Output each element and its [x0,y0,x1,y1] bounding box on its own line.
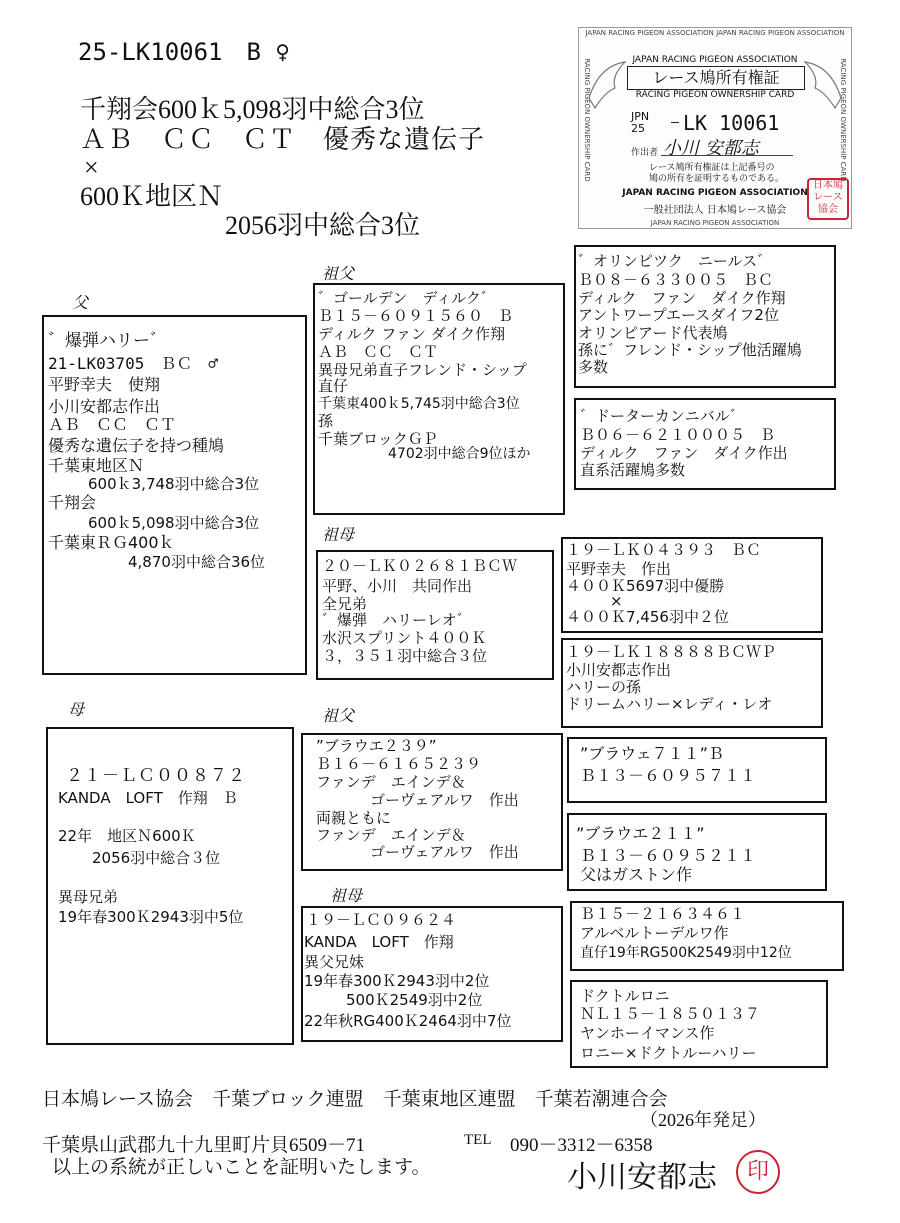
father-line: 4,870羽中総合36位 [128,553,266,571]
ffm-name: ゛ドーターカンニバル゛ [580,407,745,425]
father-line: 千葉東ＲＧ400ｋ [48,533,175,552]
father-line: 千葉東地区Ｎ [48,456,145,475]
mfm-line: 父はガストン作 [580,865,693,884]
mmm-line: ロニー×ドクトルーハリー [580,1044,757,1062]
ff-line: ＡＢ ＣＣ ＣＴ [318,343,439,361]
label-grandfather: 祖父 [322,264,355,283]
footer-certify: 以上の系統が正しいことを証明いたします。 [52,1157,431,1178]
pigeon-icon [801,58,845,118]
footer-organizations: 日本鳩レース協会 千葉ブロック連盟 千葉東地区連盟 千葉若潮連合会 [42,1089,668,1110]
fmf-line: 平野幸夫 作出 [566,560,672,578]
mff-ring: Ｂ１３－６０９５７１１ [580,766,757,785]
fff-line: オリンピアード代表鳩 [578,324,728,342]
label-grandmother: 祖母 [330,886,363,905]
fm-line: 水沢スプリント４００Ｋ [322,629,487,647]
mm-line: 22年秋RG400Ｋ2464羽中7位 [304,1012,512,1030]
footer-address: 千葉県山武郡九十九里町片貝6509－71 [42,1135,366,1156]
fff-line: アントワープエースダイフ2位 [578,306,779,324]
mother-line: KANDA LOFT 作翔 Ｂ [58,789,238,807]
mother-line: 22年 地区Ｎ600Ｋ [58,827,196,845]
mmm-name: ドクトルロニ [580,987,670,1005]
subject-line: ＡＢ ＣＣ ＣＴ 優秀な遺伝子 [80,125,486,154]
label-grandmother: 祖母 [322,525,355,544]
mf-line: ゴーヴェアルワ 作出 [370,791,519,809]
pigeon-icon [585,58,629,118]
mother-line: 19年春300Ｋ2943羽中5位 [58,908,244,926]
footer-tel: 090－3312－6358 [510,1135,653,1156]
fm-name: ゛爆弾 ハリーレオ゛ [322,611,472,629]
mfm-name: ”ブラウエ２１１” [576,824,705,843]
mm-line: 500Ｋ2549羽中2位 [346,991,483,1009]
fff-name: ゛オリンピツク ニールス゛ [578,252,773,270]
father-name: ゛爆弾ハリー゛ [48,331,167,351]
father-line: ＡＢ ＣＣ ＣＴ [48,415,177,434]
mmf-ring: Ｂ１５－２１６３４６１ [580,905,746,923]
mmf-line: 直仔19年RG500K2549羽中12位 [580,945,792,961]
fmm-line: 小川安都志作出 [566,661,672,679]
fmf-line: × [610,592,623,610]
card-ring: LK 10061 [683,111,780,135]
mfm-ring: Ｂ１３－６０９５２１１ [580,846,757,865]
label-father: 父 [72,293,89,312]
mother-ring: ２１－ＬＣ００８７２ [66,766,246,786]
card-seal-stamp: 日本鳩レース協会 [807,178,849,220]
subject-line: 600Ｋ地区Ｎ [80,182,224,211]
mmm-line: ヤンホーイマンス作 [580,1024,715,1042]
footer-signer: 小川安都志 [567,1161,717,1194]
ff-line: 異母兄弟直子フレンド・シップ [318,361,527,379]
card-footer-jp: 一般社団法人 日本鳩レース協会 [643,205,787,216]
ff-line: 千葉ブロックＧＰ [318,430,438,448]
ffm-ring: Ｂ０６－６２１０００５ Ｂ [580,426,776,444]
fm-line: 平野、小川 共同作出 [322,577,473,595]
father-ring: 21-LK03705 ＢＣ ♂ [48,354,218,373]
ff-name: ゛ゴールデン ディルク゛ [318,289,496,307]
ff-ring: Ｂ１５－６０９１５６０ Ｂ [318,307,514,325]
card-footer-en: JAPAN RACING PIGEON ASSOCIATION [622,188,808,198]
father-line: 600ｋ3,748羽中総合3位 [88,475,260,493]
fmm-ring: １９－ＬＫ１８８８８ＢＣＷＰ [566,643,777,661]
mf-line: ファンデ エインデ＆ [316,773,466,791]
card-bottom-text: JAPAN RACING PIGEON ASSOCIATION [650,219,780,227]
fmf-line: ４００Ｋ7,456羽中２位 [566,608,729,626]
mother-line: 異母兄弟 [58,888,119,906]
card-title-en: RACING PIGEON OWNERSHIP CARD [635,90,795,100]
subject-line: 千翔会600ｋ5,098羽中総合3位 [80,95,425,124]
fmf-ring: １９－ＬＫ０４３９３ ＢＣ [566,541,762,559]
ff-line: 4702羽中総合9位ほか [388,446,531,462]
mm-line: 異父兄妹 [304,953,365,971]
card-notice: レース鳩所有権証は上記番号の [649,163,775,173]
ffm-line: 直系活躍鳩多数 [580,461,686,479]
mm-line: KANDA LOFT 作翔 [304,933,454,951]
fmm-line: ハリーの孫 [566,678,642,696]
card-maker-label: 作出者 [631,148,659,158]
fmf-line: ４００Ｋ5697羽中優勝 [566,577,725,595]
mother-line: 2056羽中総合３位 [92,849,221,867]
fff-line: 孫に゛フレンド・シップ他活躍鳩 [578,341,802,359]
card-year: 25 [631,122,645,135]
fff-line: 多数 [578,358,609,376]
card-sign-line [661,155,793,156]
mf-ring: Ｂ１６－６１６５２３９ [316,755,482,773]
mmf-line: アルベルトーデルワ作 [580,924,729,942]
fm-line: 全兄弟 [322,595,368,613]
ownership-card [578,27,852,229]
mf-line: ゴーヴェアルワ 作出 [370,843,519,861]
ff-line: 孫 [318,412,334,430]
label-mother: 母 [68,700,85,719]
card-jpn: JPN [631,110,650,123]
fff-line: ディルク ファン ダイク作翔 [578,289,786,307]
ff-line: 直仔 [318,377,349,395]
footer-tel-label: TEL [464,1132,492,1148]
ffm-line: ディルク ファン ダイク作出 [580,444,788,462]
mff-name: ”ブラウェ７１１”Ｂ [580,744,724,763]
father-line: 小川安都志作出 [48,397,161,416]
mm-line: 19年春300Ｋ2943羽中2位 [304,972,490,990]
father-line: 千翔会 [48,493,97,512]
mm-ring: １９－ＬＣ０９６２４ [306,911,457,929]
fm-line: ３，３５１羽中総合３位 [322,647,488,665]
label-grandfather: 祖父 [322,706,355,725]
father-line: 平野幸夫 使翔 [48,375,161,394]
personal-seal: 印 [736,1150,780,1194]
subject-line: × [84,153,99,182]
card-assoc-en: JAPAN RACING PIGEON ASSOCIATION [632,55,798,65]
fmm-line: ドリームハリー×レディ・レオ [566,695,773,713]
mf-line: ファンデ エインデ＆ [316,826,466,844]
card-notice: 鳩の所有を証明するものである。 [649,174,785,184]
card-border-text: JAPAN RACING PIGEON ASSOCIATION JAPAN RACING PIGEON ASSOCIATION [585,29,845,37]
mf-name: ”ブラウエ２３９” [316,737,437,755]
father-line: 優秀な遺伝子を持つ種鳩 [48,436,225,455]
card-maker-signature: 小川 安都志 [663,138,759,159]
footer-founded: （2026年発足） [640,1110,766,1130]
father-line: 600ｋ5,098羽中総合3位 [88,514,260,532]
subject-ring-number: 25-LK10061 B ♀ [78,38,290,66]
card-dash [671,122,679,123]
mmm-ring: ＮＬ１５－１８５０１３７ [580,1005,761,1023]
fm-ring: ２０－ＬＫ０２６８１ＢＣＷ [322,557,518,575]
card-title-jp: レース鳩所有権証 [627,66,805,90]
fff-ring: Ｂ０８－６３３００５ ＢＣ [578,271,774,289]
subject-line: 2056羽中総合3位 [225,211,421,240]
ff-line: 千葉東400ｋ5,745羽中総合3位 [318,396,520,412]
mf-line: 両親ともに [316,809,392,827]
card-side-text: RACING PIGEON OWNERSHIP CARD [839,58,847,182]
ff-line: ディルク ファン ダイク作翔 [318,325,506,343]
card-side-text: RACING PIGEON OWNERSHIP CARD [583,58,591,182]
